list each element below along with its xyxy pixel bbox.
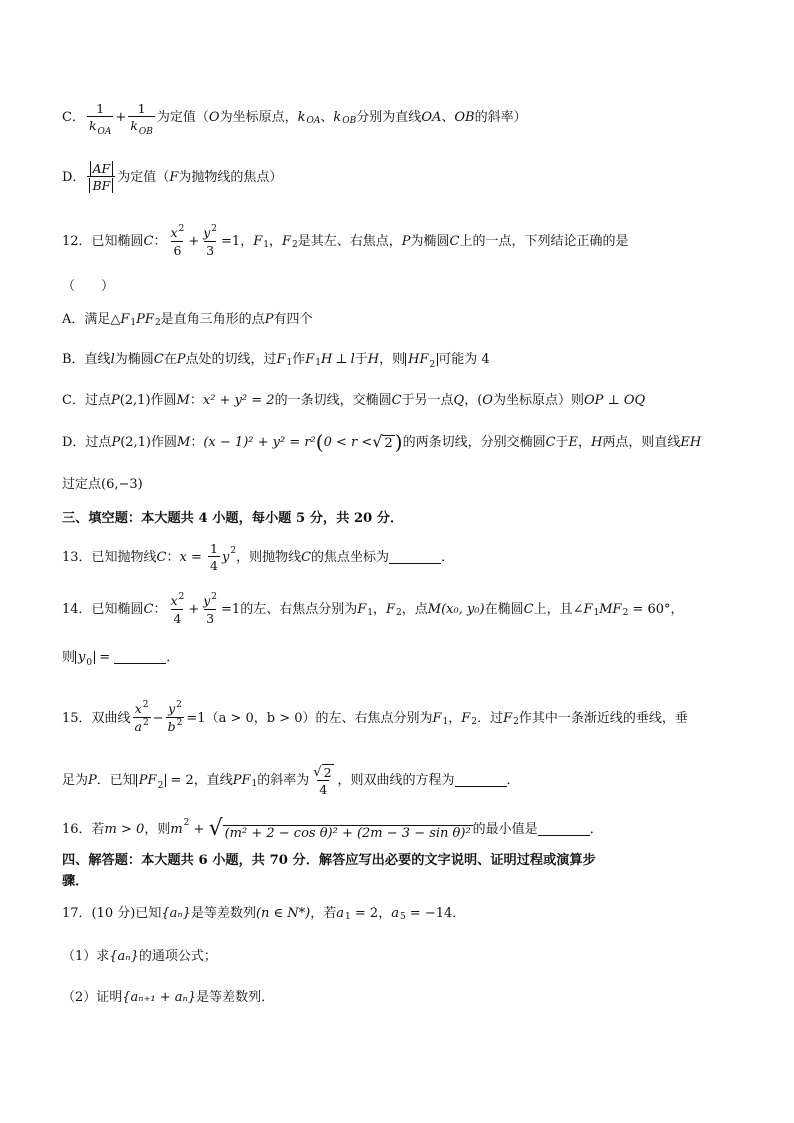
question-15: 15．双曲线 $\frac{x^2}{a^2}$ − $\frac{y^2}{b^2}$ =1 （a > 0，b > 0） 的左、右焦点分别为 F 1 ， F 2 ．过 F 2 作其中一条渐近线的垂线，垂 — [62, 700, 688, 735]
question-17-part-2: （2）证明 {aₙ₊₁ + aₙ} 是等差数列． — [62, 990, 275, 1005]
option-11-c: C． $\frac{1}{k_{OA}}$ + $\frac{1}{k_{OB}}$ 为定值（ O 为坐标原点， k OA 、 k OB 分别为直线 OA 、 OB 的斜率） — [62, 101, 527, 138]
option-12-d: D．过点 P (2,1) 作圆 M ： (x − 1)² + y² = r² ( 0 < r < √ 2 ) 的两条切线，分别交椭圆 C 于 E ， H 两点，则直线 EH — [62, 430, 702, 454]
answer-blank[interactable] — [389, 551, 441, 564]
option-12-a: A．满足△ F 1 P F 2 是直角三角形的点 P 有四个 — [62, 312, 313, 328]
option-label: D． — [62, 169, 86, 185]
section-4-heading-continued: 骤． — [62, 874, 89, 889]
question-17-part-1: （1）求 {aₙ} 的通项公式； — [62, 949, 217, 964]
option-label: C． — [62, 110, 85, 126]
answer-parentheses: （ ） — [62, 279, 115, 294]
option-12-b: B．直线 l 为椭圆 C 在 P 点处的切线，过 F 1 作 F 1 H ⊥ l 于 H ，则 $HF_2$ 可能为 4 — [62, 352, 490, 370]
sqrt-2: √ 2 — [372, 432, 393, 451]
question-17: 17．(10 分)已知 {aₙ} 是等差数列 (n ∈ N*) ，若 a 1 = 2 ， a 5 = −14 ． — [62, 906, 466, 922]
question-number: 12．已知椭圆 — [62, 234, 144, 250]
question-14-continued: 则 $y_0$ = ． — [62, 650, 180, 668]
option-11-d: D． $\frac{AF}{BF}$ 为定值（ F 为抛物线的焦点） — [62, 161, 283, 194]
question-15-continued: 足为 P ．已知 $PF_2$ = 2 ，直线 PF 1 的斜率为 √ 2 4 ，则双曲线的方程为 ． — [62, 765, 520, 798]
fraction-1-over-kob: $\frac{1}{k_{OB}}$ — [130, 101, 153, 138]
section-4-heading: 四、解答题：本大题共 6 小题，共 70 分．解答应写出必要的文字说明、证明过程或演算步 — [62, 853, 596, 868]
question-number: 17．(10 分)已知 — [62, 906, 162, 921]
question-number: 13．已知抛物线 — [62, 549, 157, 565]
question-number: 16．若 — [62, 821, 105, 837]
fraction-1-over-koa: $\frac{1}{k_{OA}}$ — [88, 101, 112, 138]
question-12: 12．已知椭圆 C ： $\frac{x^2}{6}$ + $\frac{y^2}{3}$ =1 ， F 1 ， F 2 是其左、右焦点， P 为椭圆 C 上的一点，下列结论正确的是 — [62, 224, 629, 259]
answer-blank[interactable] — [455, 774, 507, 787]
sqrt-expression: √ (m² + 2 − cos θ)² + (2m − 3 − sin θ)² — [208, 816, 471, 841]
question-13: 13．已知抛物线 C ： x = $\frac{1}{4}$ y 2 ，则抛物线 C 的焦点坐标为 ． — [62, 541, 455, 574]
fraction-af-over-bf: $\frac{AF}{BF}$ — [87, 162, 115, 192]
option-12-c: C．过点 P (2,1) 作圆 M ： x² + y² = 2 的一条切线，交椭圆 C 于另一点 Q ，( O 为坐标原点）则 OP ⊥ OQ — [62, 393, 646, 408]
question-number: 15．双曲线 — [62, 710, 131, 726]
answer-blank[interactable] — [114, 651, 166, 664]
section-3-heading: 三、填空题：本大题共 4 小题，每小题 5 分，共 20 分． — [62, 511, 404, 526]
question-16: 16．若 m > 0 ，则 m 2 + √ (m² + 2 − cos θ)² + (2m − 3 − sin θ)² 的最小值是 ． — [62, 816, 603, 841]
sqrt-2: √ 2 — [313, 765, 332, 781]
question-number: 14．已知椭圆 — [62, 602, 144, 618]
option-12-d-continued: 过定点 (6,−3) — [62, 477, 143, 492]
question-14: 14．已知椭圆 C ： $\frac{x^2}{4}$ + $\frac{y^2}{3}$ =1 的左、右焦点分别为 F 1 ， F 2 ，点 M (x₀, y₀) 在椭圆 C 上，且∠ F 1 M F 2 = 60°， — [62, 592, 684, 627]
answer-blank[interactable] — [538, 823, 590, 836]
